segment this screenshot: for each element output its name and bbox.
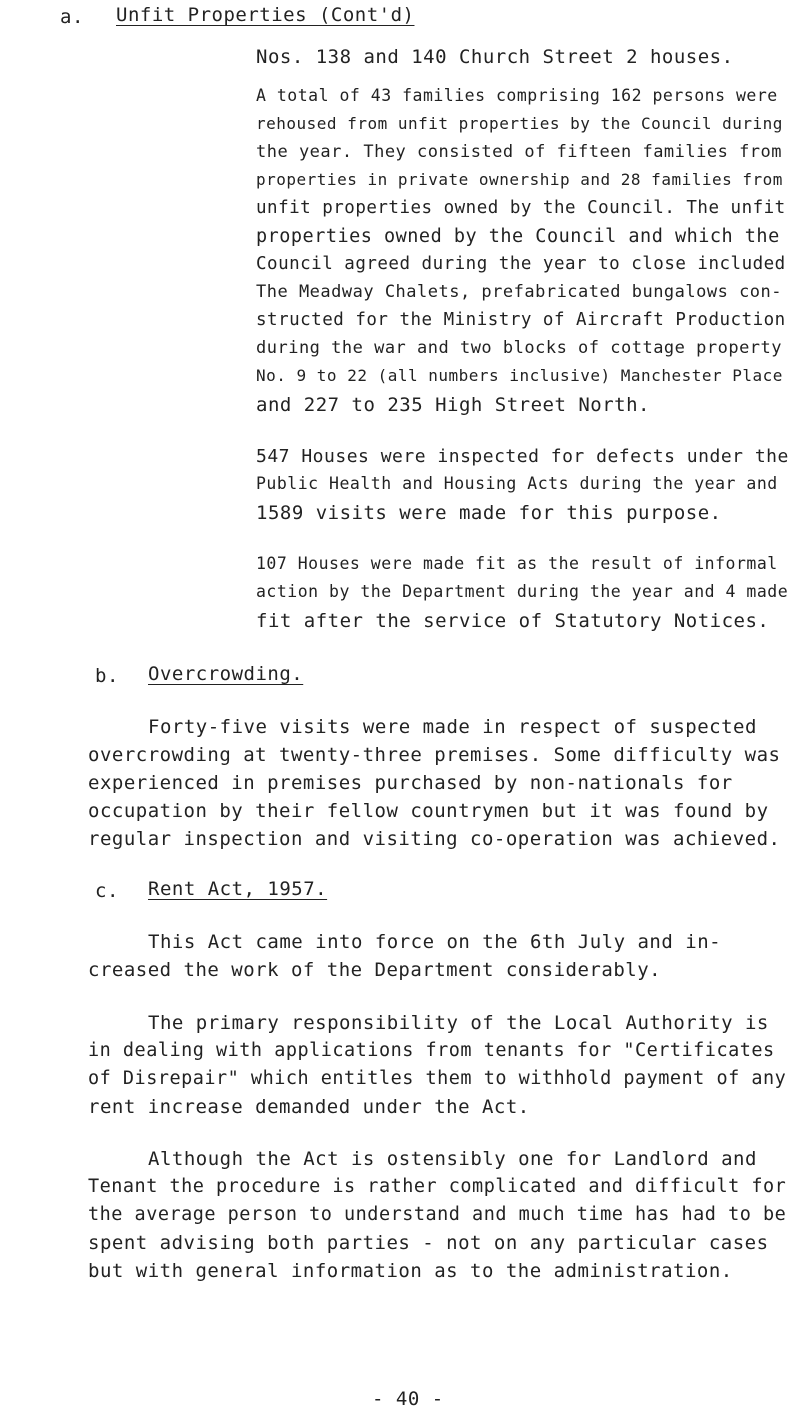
section-a-marker: a. (60, 6, 84, 28)
paragraph-line: experienced in premises purchased by non-nationals for (88, 772, 733, 794)
paragraph-line: creased the work of the Department considerably. (88, 959, 662, 981)
paragraph-line: The primary responsibility of the Local Authority is (148, 1012, 769, 1034)
paragraph-line: The Meadway Chalets, prefabricated bungalows con- (256, 282, 783, 302)
paragraph-line: No. 9 to 22 (all numbers inclusive) Manchester Place (256, 366, 783, 385)
section-b-heading: Overcrowding. (148, 663, 304, 685)
paragraph-line: This Act came into force on the 6th July and in- (148, 931, 722, 953)
paragraph-line: Forty-five visits were made in respect of suspected (148, 716, 757, 738)
paragraph-line: of Disrepair" which entitles them to withhold payment of any (88, 1068, 787, 1089)
section-c-heading: Rent Act, 1957. (148, 878, 328, 900)
paragraph-line: 547 Houses were inspected for defects under the (256, 446, 789, 467)
paragraph-line: the average person to understand and much time has had to be (88, 1204, 787, 1225)
paragraph-line: unfit properties owned by the Council. The unfit (256, 198, 786, 218)
paragraph-line: fit after the service of Statutory Notices. (256, 610, 770, 632)
page-number: - 40 - (372, 1388, 444, 1410)
paragraph-line: 1589 visits were made for this purpose. (256, 502, 722, 524)
paragraph-line: structed for the Ministry of Aircraft Production (256, 310, 786, 330)
paragraph-line: during the war and two blocks of cottage property (256, 338, 783, 358)
paragraph-line: spent advising both parties - not on any particular cases (88, 1232, 769, 1254)
paragraph-line: action by the Department during the year and 4 made (256, 582, 789, 601)
paragraph-line: Tenant the procedure is rather complicated and difficult for (88, 1176, 787, 1197)
paragraph-line: overcrowding at twenty-three premises. Some difficulty was (88, 744, 781, 766)
section-b-marker: b. (95, 665, 119, 687)
paragraph-line: rent increase demanded under the Act. (88, 1096, 530, 1118)
paragraph-line: but with general information as to the administration. (88, 1260, 733, 1282)
paragraph-line: Although the Act is ostensibly one for Landlord and (148, 1148, 757, 1170)
paragraph-line: in dealing with applications from tenants for "Certificates (88, 1040, 775, 1061)
section-c-marker: c. (95, 880, 119, 902)
paragraph-line: Council agreed during the year to close included (256, 254, 786, 274)
paragraph-line: rehoused from unfit properties by the Council during (256, 114, 783, 133)
paragraph-line: Public Health and Housing Acts during the year and (256, 474, 778, 493)
paragraph-line: regular inspection and visiting co-operation was achieved. (88, 828, 781, 850)
paragraph-line: Nos. 138 and 140 Church Street 2 houses. (256, 46, 734, 68)
paragraph-line: and 227 to 235 High Street North. (256, 394, 650, 416)
paragraph-line: 107 Houses were made fit as the result of informal (256, 554, 778, 573)
paragraph-line: the year. They consisted of fifteen families from (256, 142, 783, 162)
paragraph-line: A total of 43 families comprising 162 persons were (256, 86, 778, 105)
paragraph-line: properties owned by the Council and which the (256, 226, 780, 247)
paragraph-line: properties in private ownership and 28 families from (256, 170, 783, 189)
section-a-heading: Unfit Properties (Cont'd) (116, 4, 415, 26)
paragraph-line: occupation by their fellow countrymen but it was found by (88, 800, 769, 822)
